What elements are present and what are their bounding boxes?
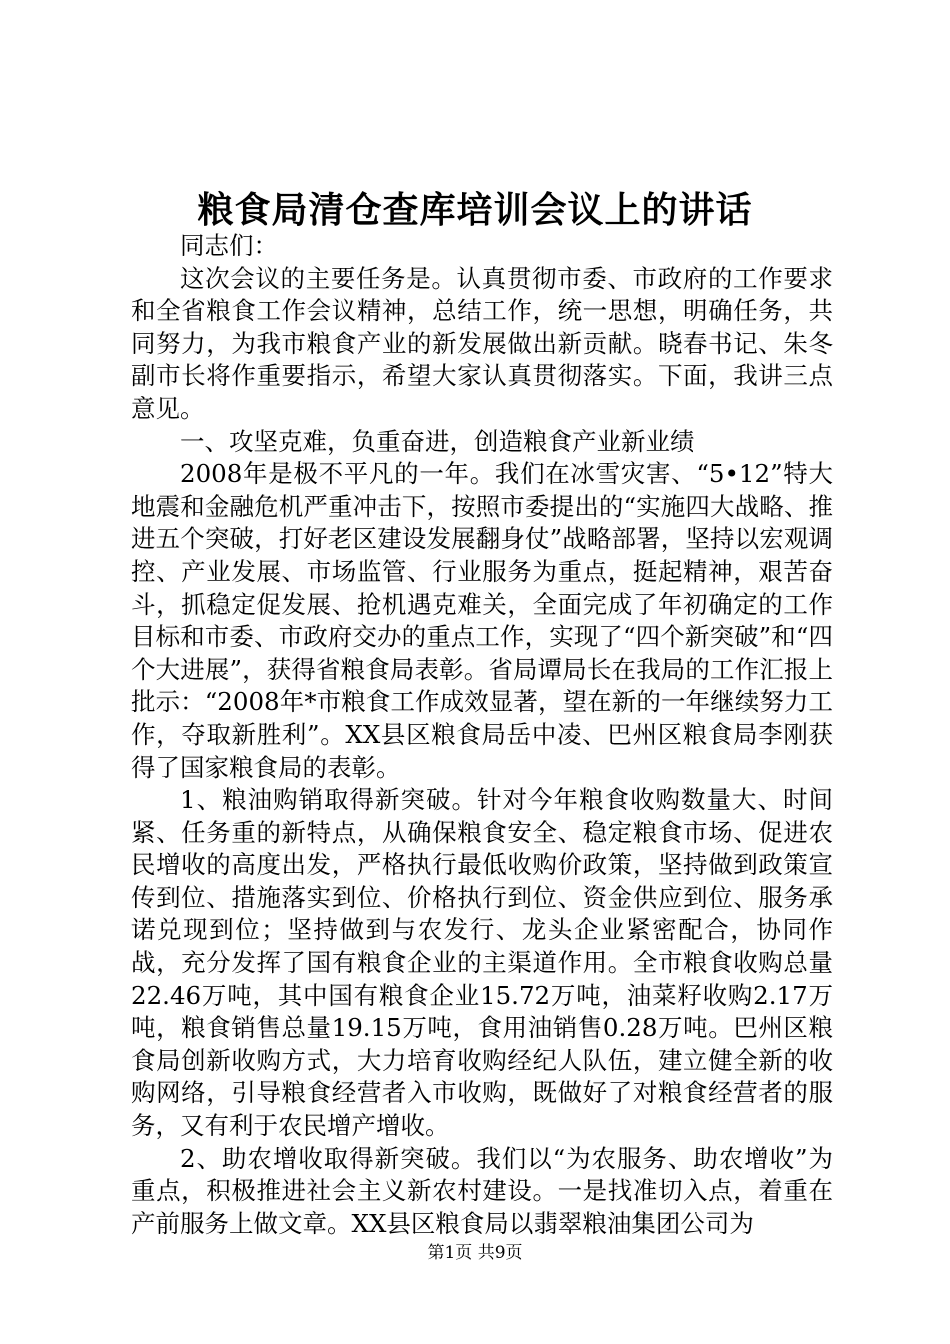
paragraph-intro: 这次会议的主要任务是。认真贯彻市委、市政府的工作要求和全省粮食工作会议精神，总结工作，统一思想，明确任务，共同努力，为我市粮食产业的新发展做出新贡献。晓春书记、朱冬副市长将作重要指示，希望大家认真贯彻落实。下面，我讲三点意见。 bbox=[131, 263, 833, 423]
document-body bbox=[131, 230, 833, 1240]
document-title: 粮食局清仓查库培训会议上的讲话 bbox=[197, 189, 753, 231]
salutation: 同志们： bbox=[180, 231, 278, 260]
paragraph-review: 2008年是极不平凡的一年。我们在冰雪灾害、“5•12”特大地震和金融危机严重冲击下，按照市委提出的“实施四大战略、推进五个突破，打好老区建设发展翻身仗”战略部署，坚持以宏观调控、产业发展、市场监管、行业服务为重点，挺起精神，艰苦奋斗，抓稳定促发展、抢机遇克难关，全面完成了年初确定的工作目标和市委、市政府交办的重点工作，实现了“四个新突破”和“四个大进展”，获得省粮食局表彰。省局谭局长在我局的工作汇报上批示：“2008年*市粮食工作成效显著，望在新的一年继续努力工作，夺取新胜利”。XX县区粮食局岳中凌、巴州区粮食局李刚获得了国家粮食局的表彰。 bbox=[131, 459, 833, 782]
paragraph-point-2: 2、助农增收取得新突破。我们以“为农服务、助农增收”为重点，积极推进社会主义新农村建设。一是找准切入点，着重在产前服务上做文章。XX县区粮食局以翡翠粮油集团公司为 bbox=[131, 1143, 833, 1238]
paragraph-point-1: 1、粮油购销取得新突破。针对今年粮食收购数量大、时间紧、任务重的新特点，从确保粮食安全、稳定粮食市场、促进农民增收的高度出发，严格执行最低收购价政策，坚持做到政策宣传到位、措施落实到位、价格执行到位、资金供应到位、服务承诺兑现到位；坚持做到与农发行、龙头企业紧密配合，协同作战，充分发挥了国有粮食企业的主渠道作用。全市粮食收购总量22.46万吨，其中国有粮食企业15.72万吨，油菜籽收购2.17万吨，粮食销售总量19.15万吨，食用油销售0.28万吨。巴州区粮食局创新收购方式，大力培育收购经纪人队伍，建立健全新的收购网络，引导粮食经营者入市收购，既做好了对粮食经营者的服务，又有利于农民增产增收。 bbox=[131, 785, 833, 1141]
section-heading: 一、攻坚克难，负重奋进，创造粮食产业新业绩 bbox=[180, 426, 695, 456]
page-number-footer: 第1页 共9页 bbox=[427, 1243, 523, 1263]
